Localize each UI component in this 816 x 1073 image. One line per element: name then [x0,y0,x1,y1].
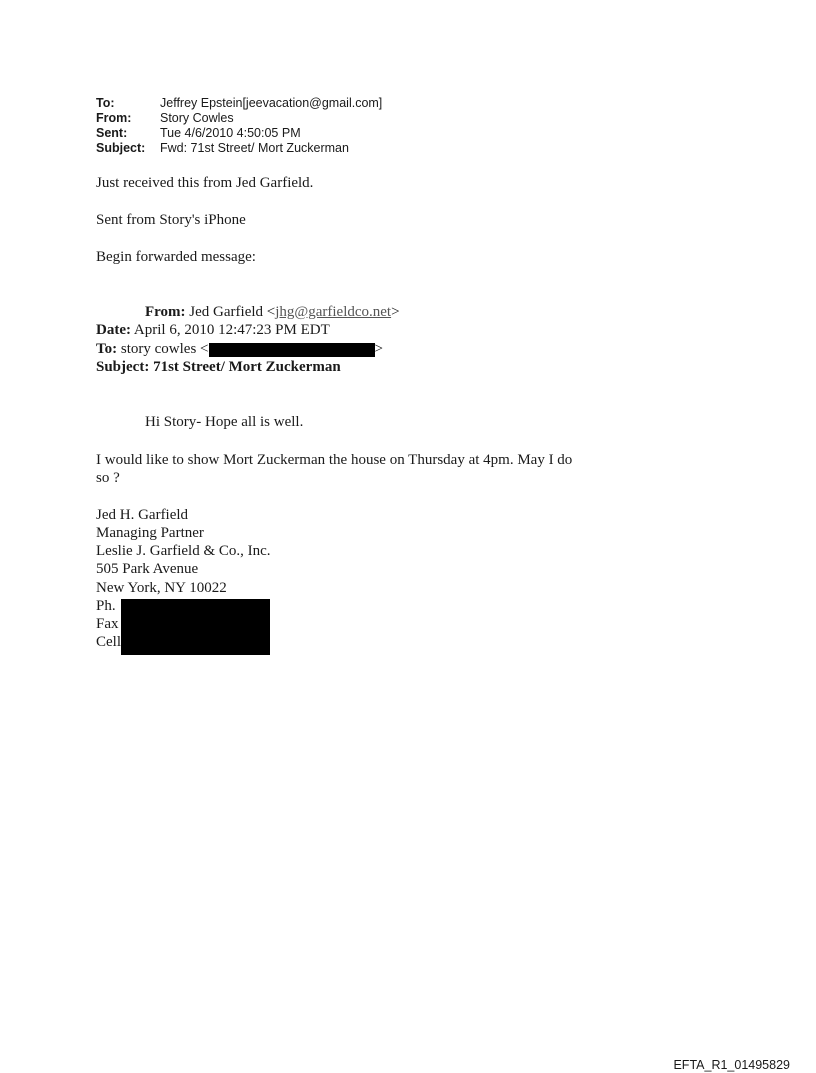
signature-address2: New York, NY 10022 [96,580,227,596]
signature-redaction-box [121,599,270,655]
signature-cell-label: Cell [96,634,121,650]
fwd-to-label: To: [96,341,118,357]
fwd-message-line1: I would like to show Mort Zuckerman the house on Thursday at 4pm. May I do [96,452,573,468]
email-header [96,96,382,156]
to-label: To: [96,96,115,110]
signature-name: Jed H. Garfield [96,507,189,523]
fwd-message-line2: so ? [96,470,120,486]
from-value: Story Cowles [160,111,234,125]
signature-company: Leslie J. Garfield & Co., Inc. [96,543,271,559]
signature-address1: 505 Park Avenue [96,561,199,577]
fwd-from-name: Jed Garfield < [189,304,276,320]
fwd-subject-line [96,358,341,376]
subject-label: Subject: [96,141,146,155]
header-subject-row [96,141,382,156]
from-label: From: [96,111,132,125]
fwd-subject-value: 71st Street/ Mort Zuckerman [153,359,341,375]
signature-phone-label: Ph. [96,598,116,614]
body-line-forwarded: Begin forwarded message: [96,249,256,265]
fwd-from-line [145,303,400,321]
fwd-date-line [96,321,330,339]
fwd-from-email-link[interactable]: jhg@garfieldco.net [275,304,392,320]
fwd-date-label: Date: [96,322,131,338]
body-line-received: Just received this from Jed Garfield. [96,175,314,191]
fwd-to-line [96,340,383,358]
sent-value: Tue 4/6/2010 4:50:05 PM [160,126,301,140]
redaction-box [209,343,375,357]
subject-value: Fwd: 71st Street/ Mort Zuckerman [160,141,349,155]
fwd-to-value: story cowles < [120,341,209,357]
body-line-iphone: Sent from Story's iPhone [96,212,246,228]
sent-label: Sent: [96,126,128,140]
document-id: EFTA_R1_01495829 [673,1058,790,1072]
to-value: Jeffrey Epstein[jeevacation@gmail.com] [160,96,383,110]
header-sent-row [96,126,382,141]
fwd-subject-label: Subject: [96,359,150,375]
fwd-to-close: > [374,341,383,357]
header-to-row [96,96,382,111]
signature-fax-label: Fax [96,616,119,632]
fwd-date-value: April 6, 2010 12:47:23 PM EDT [133,322,330,338]
header-from-row [96,111,382,126]
fwd-from-label: From: [145,304,186,320]
signature-title: Managing Partner [96,525,204,541]
fwd-greeting: Hi Story- Hope all is well. [145,414,304,430]
fwd-from-close: > [391,304,400,320]
